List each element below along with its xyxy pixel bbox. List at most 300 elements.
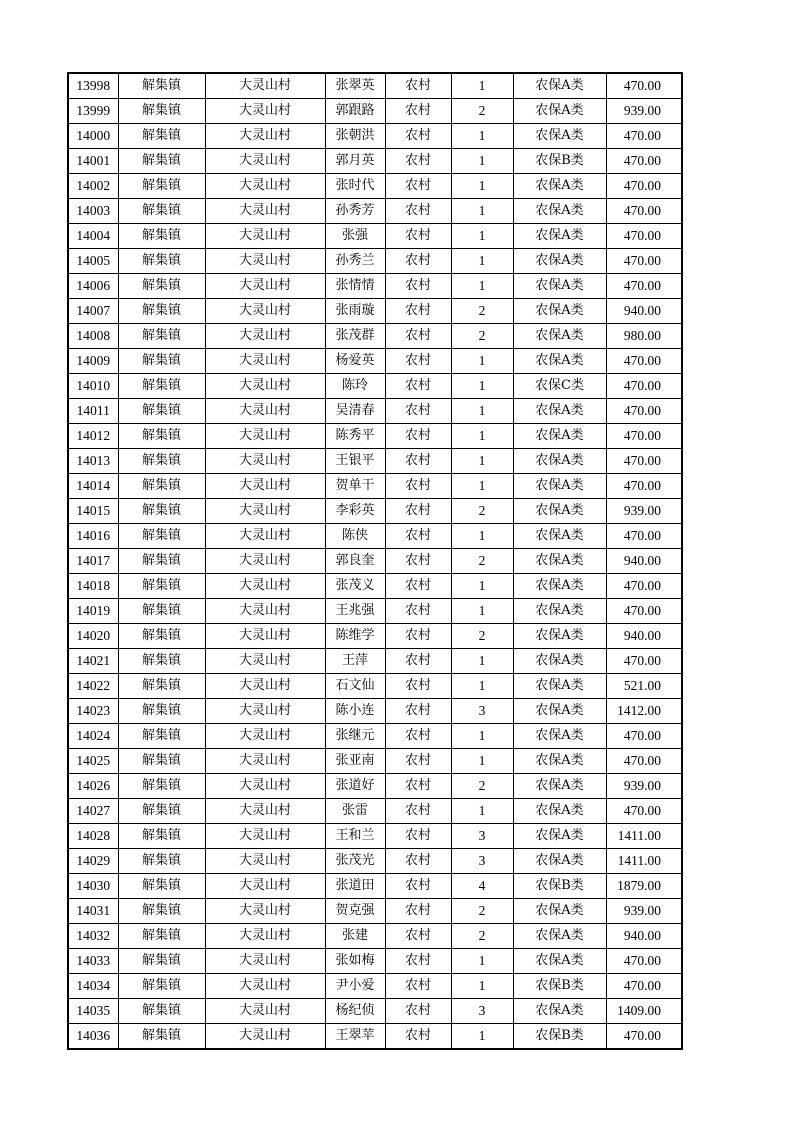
town-cell: 解集镇 — [118, 574, 205, 599]
town-cell: 解集镇 — [118, 224, 205, 249]
insurance-category-cell: 农保A类 — [513, 424, 606, 449]
household-type-cell: 农村 — [385, 874, 451, 899]
household-type-cell: 农村 — [385, 774, 451, 799]
insurance-category-cell: 农保C类 — [513, 374, 606, 399]
village-cell: 大灵山村 — [205, 474, 325, 499]
name-cell: 张亚南 — [325, 749, 385, 774]
name-cell: 张茂光 — [325, 849, 385, 874]
member-count-cell: 2 — [451, 99, 513, 124]
insurance-category-cell: 农保A类 — [513, 474, 606, 499]
amount-cell: 470.00 — [606, 224, 682, 249]
town-cell: 解集镇 — [118, 124, 205, 149]
amount-cell: 521.00 — [606, 674, 682, 699]
insurance-category-cell: 农保B类 — [513, 874, 606, 899]
name-cell: 张朝洪 — [325, 124, 385, 149]
name-cell: 王萍 — [325, 649, 385, 674]
row-number-cell: 14029 — [68, 849, 118, 874]
amount-cell: 1411.00 — [606, 849, 682, 874]
town-cell: 解集镇 — [118, 499, 205, 524]
member-count-cell: 4 — [451, 874, 513, 899]
amount-cell: 939.00 — [606, 499, 682, 524]
household-type-cell: 农村 — [385, 924, 451, 949]
name-cell: 张时代 — [325, 174, 385, 199]
name-cell: 陈玲 — [325, 374, 385, 399]
amount-cell: 470.00 — [606, 574, 682, 599]
amount-cell: 939.00 — [606, 99, 682, 124]
amount-cell: 470.00 — [606, 124, 682, 149]
village-cell: 大灵山村 — [205, 349, 325, 374]
amount-cell: 1411.00 — [606, 824, 682, 849]
amount-cell: 470.00 — [606, 1024, 682, 1050]
member-count-cell: 2 — [451, 499, 513, 524]
village-cell: 大灵山村 — [205, 974, 325, 999]
row-number-cell: 14000 — [68, 124, 118, 149]
town-cell: 解集镇 — [118, 799, 205, 824]
table-row — [68, 474, 682, 499]
row-number-cell: 14024 — [68, 724, 118, 749]
insurance-category-cell: 农保A类 — [513, 499, 606, 524]
data-sheet — [67, 72, 683, 1050]
name-cell: 尹小爱 — [325, 974, 385, 999]
name-cell: 陈秀平 — [325, 424, 385, 449]
household-type-cell: 农村 — [385, 1024, 451, 1050]
household-type-cell: 农村 — [385, 199, 451, 224]
member-count-cell: 3 — [451, 849, 513, 874]
village-cell: 大灵山村 — [205, 574, 325, 599]
household-type-cell: 农村 — [385, 249, 451, 274]
amount-cell: 940.00 — [606, 299, 682, 324]
member-count-cell: 2 — [451, 299, 513, 324]
household-type-cell: 农村 — [385, 299, 451, 324]
village-cell: 大灵山村 — [205, 299, 325, 324]
table-row — [68, 974, 682, 999]
town-cell: 解集镇 — [118, 99, 205, 124]
insurance-category-cell: 农保A类 — [513, 599, 606, 624]
row-number-cell: 13998 — [68, 73, 118, 99]
row-number-cell: 14030 — [68, 874, 118, 899]
name-cell: 杨纪侦 — [325, 999, 385, 1024]
town-cell: 解集镇 — [118, 724, 205, 749]
table-row — [68, 774, 682, 799]
household-type-cell: 农村 — [385, 799, 451, 824]
household-type-cell: 农村 — [385, 474, 451, 499]
amount-cell: 470.00 — [606, 449, 682, 474]
name-cell: 孙秀兰 — [325, 249, 385, 274]
table-row — [68, 224, 682, 249]
insurance-category-cell: 农保A类 — [513, 724, 606, 749]
row-number-cell: 14007 — [68, 299, 118, 324]
row-number-cell: 14003 — [68, 199, 118, 224]
row-number-cell: 14032 — [68, 924, 118, 949]
household-type-cell: 农村 — [385, 449, 451, 474]
village-cell: 大灵山村 — [205, 399, 325, 424]
member-count-cell: 1 — [451, 949, 513, 974]
row-number-cell: 13999 — [68, 99, 118, 124]
name-cell: 贺克强 — [325, 899, 385, 924]
town-cell: 解集镇 — [118, 899, 205, 924]
member-count-cell: 1 — [451, 374, 513, 399]
name-cell: 张如梅 — [325, 949, 385, 974]
town-cell: 解集镇 — [118, 824, 205, 849]
town-cell: 解集镇 — [118, 149, 205, 174]
amount-cell: 1412.00 — [606, 699, 682, 724]
insurance-category-cell: 农保A类 — [513, 124, 606, 149]
insurance-category-cell: 农保A类 — [513, 174, 606, 199]
village-cell: 大灵山村 — [205, 599, 325, 624]
insurance-category-cell: 农保A类 — [513, 774, 606, 799]
member-count-cell: 3 — [451, 699, 513, 724]
insurance-category-cell: 农保A类 — [513, 249, 606, 274]
amount-cell: 470.00 — [606, 799, 682, 824]
household-type-cell: 农村 — [385, 599, 451, 624]
name-cell: 郭月英 — [325, 149, 385, 174]
row-number-cell: 14008 — [68, 324, 118, 349]
name-cell: 郭良奎 — [325, 549, 385, 574]
town-cell: 解集镇 — [118, 774, 205, 799]
row-number-cell: 14031 — [68, 899, 118, 924]
table-row — [68, 299, 682, 324]
household-type-cell: 农村 — [385, 499, 451, 524]
insurance-category-cell: 农保A类 — [513, 574, 606, 599]
household-type-cell: 农村 — [385, 349, 451, 374]
table-row — [68, 399, 682, 424]
name-cell: 张雨璇 — [325, 299, 385, 324]
table-row — [68, 824, 682, 849]
name-cell: 郭跟路 — [325, 99, 385, 124]
insurance-category-cell: 农保B类 — [513, 149, 606, 174]
member-count-cell: 1 — [451, 399, 513, 424]
row-number-cell: 14013 — [68, 449, 118, 474]
member-count-cell: 1 — [451, 674, 513, 699]
row-number-cell: 14022 — [68, 674, 118, 699]
amount-cell: 1879.00 — [606, 874, 682, 899]
household-type-cell: 农村 — [385, 324, 451, 349]
town-cell: 解集镇 — [118, 524, 205, 549]
table-row — [68, 924, 682, 949]
amount-cell: 470.00 — [606, 349, 682, 374]
household-type-cell: 农村 — [385, 724, 451, 749]
row-number-cell: 14002 — [68, 174, 118, 199]
amount-cell: 939.00 — [606, 774, 682, 799]
village-cell: 大灵山村 — [205, 1024, 325, 1050]
table-row — [68, 174, 682, 199]
name-cell: 张继元 — [325, 724, 385, 749]
village-cell: 大灵山村 — [205, 824, 325, 849]
member-count-cell: 2 — [451, 899, 513, 924]
member-count-cell: 1 — [451, 724, 513, 749]
town-cell: 解集镇 — [118, 924, 205, 949]
village-cell: 大灵山村 — [205, 249, 325, 274]
member-count-cell: 1 — [451, 149, 513, 174]
row-number-cell: 14021 — [68, 649, 118, 674]
insurance-category-cell: 农保A类 — [513, 824, 606, 849]
insurance-category-cell: 农保A类 — [513, 324, 606, 349]
household-type-cell: 农村 — [385, 274, 451, 299]
row-number-cell: 14019 — [68, 599, 118, 624]
insurance-category-cell: 农保A类 — [513, 524, 606, 549]
name-cell: 陈维学 — [325, 624, 385, 649]
table-row — [68, 124, 682, 149]
member-count-cell: 1 — [451, 224, 513, 249]
insurance-category-cell: 农保A类 — [513, 849, 606, 874]
member-count-cell: 3 — [451, 999, 513, 1024]
insurance-category-cell: 农保A类 — [513, 349, 606, 374]
name-cell: 陈侠 — [325, 524, 385, 549]
row-number-cell: 14011 — [68, 399, 118, 424]
amount-cell: 470.00 — [606, 424, 682, 449]
member-count-cell: 1 — [451, 749, 513, 774]
row-number-cell: 14026 — [68, 774, 118, 799]
name-cell: 张情情 — [325, 274, 385, 299]
table-row — [68, 899, 682, 924]
table-row — [68, 524, 682, 549]
town-cell: 解集镇 — [118, 874, 205, 899]
amount-cell: 470.00 — [606, 249, 682, 274]
town-cell: 解集镇 — [118, 849, 205, 874]
member-count-cell: 1 — [451, 649, 513, 674]
insurance-category-cell: 农保A类 — [513, 899, 606, 924]
household-type-cell: 农村 — [385, 624, 451, 649]
name-cell: 王银平 — [325, 449, 385, 474]
member-count-cell: 1 — [451, 1024, 513, 1050]
town-cell: 解集镇 — [118, 749, 205, 774]
household-type-cell: 农村 — [385, 949, 451, 974]
table-row — [68, 749, 682, 774]
town-cell: 解集镇 — [118, 324, 205, 349]
name-cell: 张道田 — [325, 874, 385, 899]
household-type-cell: 农村 — [385, 399, 451, 424]
insurance-category-cell: 农保A类 — [513, 449, 606, 474]
household-type-cell: 农村 — [385, 524, 451, 549]
member-count-cell: 1 — [451, 124, 513, 149]
amount-cell: 470.00 — [606, 474, 682, 499]
village-cell: 大灵山村 — [205, 749, 325, 774]
village-cell: 大灵山村 — [205, 774, 325, 799]
town-cell: 解集镇 — [118, 274, 205, 299]
amount-cell: 470.00 — [606, 524, 682, 549]
household-type-cell: 农村 — [385, 424, 451, 449]
amount-cell: 470.00 — [606, 174, 682, 199]
member-count-cell: 1 — [451, 449, 513, 474]
row-number-cell: 14014 — [68, 474, 118, 499]
name-cell: 王翠苹 — [325, 1024, 385, 1050]
name-cell: 张翠英 — [325, 73, 385, 99]
table-body — [68, 73, 682, 1049]
row-number-cell: 14009 — [68, 349, 118, 374]
amount-cell: 939.00 — [606, 899, 682, 924]
household-type-cell: 农村 — [385, 374, 451, 399]
member-count-cell: 1 — [451, 249, 513, 274]
household-type-cell: 农村 — [385, 124, 451, 149]
member-count-cell: 1 — [451, 199, 513, 224]
row-number-cell: 14020 — [68, 624, 118, 649]
name-cell: 陈小连 — [325, 699, 385, 724]
amount-cell: 470.00 — [606, 399, 682, 424]
member-count-cell: 1 — [451, 974, 513, 999]
name-cell: 石文仙 — [325, 674, 385, 699]
amount-cell: 470.00 — [606, 374, 682, 399]
village-cell: 大灵山村 — [205, 549, 325, 574]
village-cell: 大灵山村 — [205, 99, 325, 124]
name-cell: 王和兰 — [325, 824, 385, 849]
town-cell: 解集镇 — [118, 549, 205, 574]
household-type-cell: 农村 — [385, 824, 451, 849]
village-cell: 大灵山村 — [205, 274, 325, 299]
row-number-cell: 14016 — [68, 524, 118, 549]
row-number-cell: 14012 — [68, 424, 118, 449]
village-cell: 大灵山村 — [205, 949, 325, 974]
amount-cell: 470.00 — [606, 199, 682, 224]
table-row — [68, 149, 682, 174]
insurance-category-cell: 农保A类 — [513, 99, 606, 124]
member-count-cell: 1 — [451, 799, 513, 824]
village-cell: 大灵山村 — [205, 724, 325, 749]
row-number-cell: 14035 — [68, 999, 118, 1024]
row-number-cell: 14023 — [68, 699, 118, 724]
amount-cell: 940.00 — [606, 624, 682, 649]
member-count-cell: 1 — [451, 349, 513, 374]
village-cell: 大灵山村 — [205, 199, 325, 224]
member-count-cell: 1 — [451, 424, 513, 449]
member-count-cell: 2 — [451, 549, 513, 574]
insurance-category-cell: 农保A类 — [513, 674, 606, 699]
table-row — [68, 724, 682, 749]
table-row — [68, 424, 682, 449]
member-count-cell: 2 — [451, 774, 513, 799]
table-row — [68, 349, 682, 374]
insurance-category-cell: 农保B类 — [513, 974, 606, 999]
amount-cell: 980.00 — [606, 324, 682, 349]
name-cell: 吴清春 — [325, 399, 385, 424]
household-type-cell: 农村 — [385, 174, 451, 199]
insurance-category-cell: 农保A类 — [513, 224, 606, 249]
town-cell: 解集镇 — [118, 474, 205, 499]
town-cell: 解集镇 — [118, 174, 205, 199]
insurance-category-cell: 农保A类 — [513, 799, 606, 824]
insurance-category-cell: 农保A类 — [513, 624, 606, 649]
household-type-cell: 农村 — [385, 899, 451, 924]
amount-cell: 470.00 — [606, 274, 682, 299]
village-cell: 大灵山村 — [205, 174, 325, 199]
table-row — [68, 699, 682, 724]
insurance-category-cell: 农保A类 — [513, 399, 606, 424]
town-cell: 解集镇 — [118, 1024, 205, 1050]
household-type-cell: 农村 — [385, 549, 451, 574]
table-row — [68, 574, 682, 599]
member-count-cell: 1 — [451, 274, 513, 299]
insurance-category-cell: 农保A类 — [513, 73, 606, 99]
town-cell: 解集镇 — [118, 699, 205, 724]
row-number-cell: 14015 — [68, 499, 118, 524]
town-cell: 解集镇 — [118, 449, 205, 474]
row-number-cell: 14034 — [68, 974, 118, 999]
household-type-cell: 农村 — [385, 73, 451, 99]
name-cell: 张雷 — [325, 799, 385, 824]
amount-cell: 940.00 — [606, 549, 682, 574]
village-cell: 大灵山村 — [205, 624, 325, 649]
amount-cell: 940.00 — [606, 924, 682, 949]
table-row — [68, 599, 682, 624]
name-cell: 张茂群 — [325, 324, 385, 349]
household-type-cell: 农村 — [385, 224, 451, 249]
row-number-cell: 14033 — [68, 949, 118, 974]
table-row — [68, 849, 682, 874]
insurance-category-cell: 农保A类 — [513, 274, 606, 299]
amount-cell: 470.00 — [606, 749, 682, 774]
village-cell: 大灵山村 — [205, 999, 325, 1024]
table-row — [68, 73, 682, 99]
name-cell: 孙秀芳 — [325, 199, 385, 224]
table-row — [68, 499, 682, 524]
town-cell: 解集镇 — [118, 199, 205, 224]
table-row — [68, 449, 682, 474]
insurance-category-cell: 农保A类 — [513, 549, 606, 574]
village-cell: 大灵山村 — [205, 649, 325, 674]
row-number-cell: 14005 — [68, 249, 118, 274]
village-cell: 大灵山村 — [205, 224, 325, 249]
amount-cell: 470.00 — [606, 949, 682, 974]
household-type-cell: 农村 — [385, 699, 451, 724]
row-number-cell: 14001 — [68, 149, 118, 174]
insurance-category-cell: 农保A类 — [513, 999, 606, 1024]
village-cell: 大灵山村 — [205, 73, 325, 99]
household-type-cell: 农村 — [385, 99, 451, 124]
town-cell: 解集镇 — [118, 974, 205, 999]
table-row — [68, 874, 682, 899]
table-row — [68, 199, 682, 224]
household-type-cell: 农村 — [385, 749, 451, 774]
insurance-category-cell: 农保A类 — [513, 949, 606, 974]
table-row — [68, 99, 682, 124]
village-cell: 大灵山村 — [205, 524, 325, 549]
village-cell: 大灵山村 — [205, 424, 325, 449]
insurance-category-cell: 农保B类 — [513, 1024, 606, 1050]
town-cell: 解集镇 — [118, 674, 205, 699]
records-table — [67, 72, 683, 1050]
table-row — [68, 949, 682, 974]
insurance-category-cell: 农保A类 — [513, 299, 606, 324]
member-count-cell: 1 — [451, 174, 513, 199]
town-cell: 解集镇 — [118, 73, 205, 99]
member-count-cell: 1 — [451, 73, 513, 99]
village-cell: 大灵山村 — [205, 449, 325, 474]
table-row — [68, 624, 682, 649]
name-cell: 李彩英 — [325, 499, 385, 524]
insurance-category-cell: 农保A类 — [513, 924, 606, 949]
row-number-cell: 14018 — [68, 574, 118, 599]
table-row — [68, 249, 682, 274]
town-cell: 解集镇 — [118, 374, 205, 399]
village-cell: 大灵山村 — [205, 149, 325, 174]
town-cell: 解集镇 — [118, 299, 205, 324]
town-cell: 解集镇 — [118, 624, 205, 649]
row-number-cell: 14027 — [68, 799, 118, 824]
name-cell: 贺单干 — [325, 474, 385, 499]
village-cell: 大灵山村 — [205, 924, 325, 949]
town-cell: 解集镇 — [118, 349, 205, 374]
town-cell: 解集镇 — [118, 649, 205, 674]
name-cell: 张强 — [325, 224, 385, 249]
member-count-cell: 2 — [451, 324, 513, 349]
name-cell: 张建 — [325, 924, 385, 949]
table-row — [68, 324, 682, 349]
name-cell: 张道好 — [325, 774, 385, 799]
amount-cell: 470.00 — [606, 149, 682, 174]
village-cell: 大灵山村 — [205, 874, 325, 899]
village-cell: 大灵山村 — [205, 699, 325, 724]
village-cell: 大灵山村 — [205, 674, 325, 699]
member-count-cell: 2 — [451, 924, 513, 949]
